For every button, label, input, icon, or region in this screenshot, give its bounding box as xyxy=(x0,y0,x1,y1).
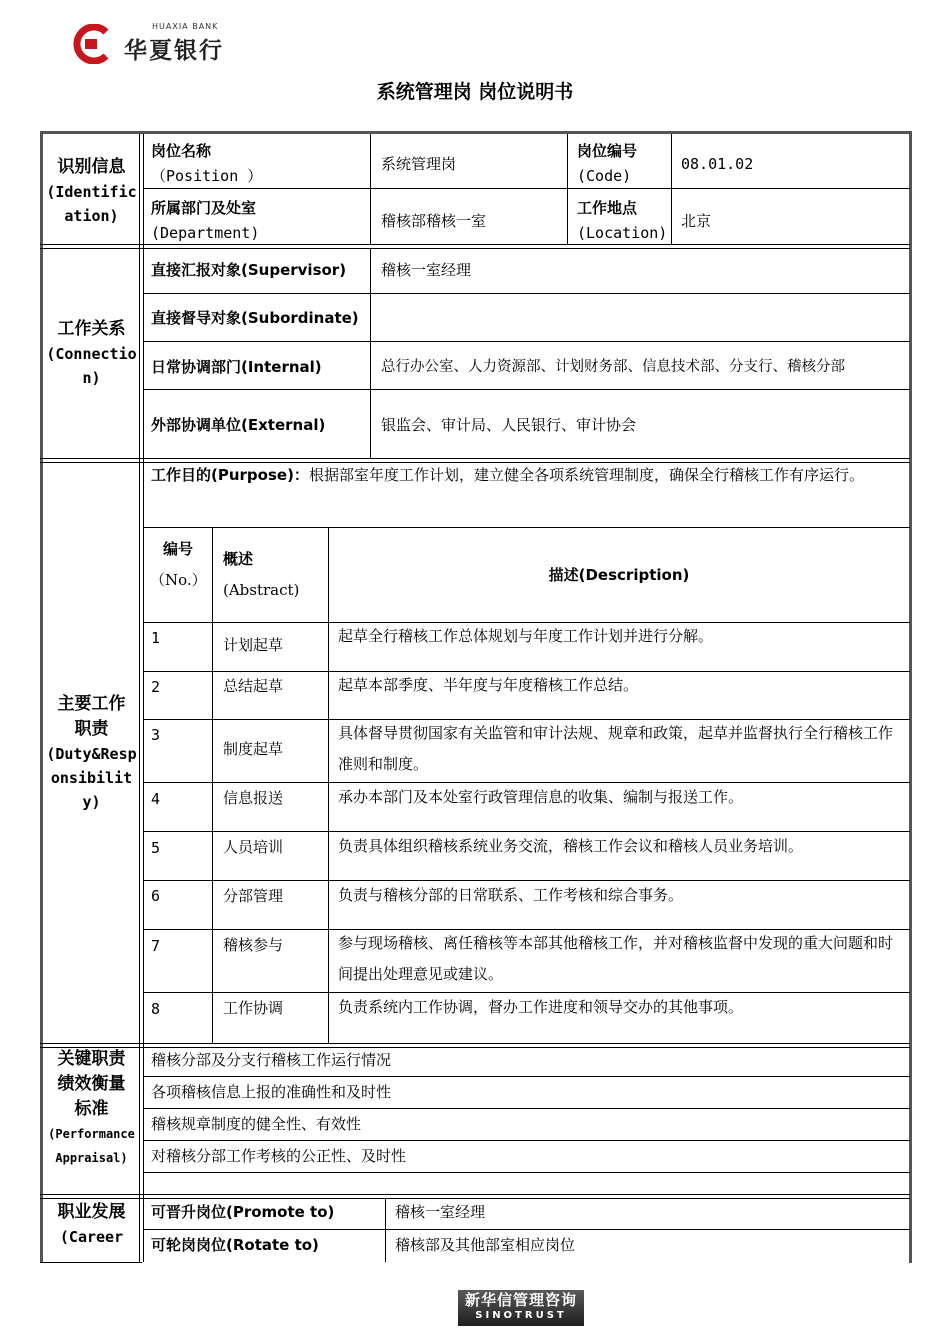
duty-desc: 负责系统内工作协调，督办工作进度和领导交办的其他事项。 xyxy=(338,998,744,1016)
external-label: 外部协调单位(External) xyxy=(151,416,326,434)
duty-no: 6 xyxy=(151,887,161,905)
sinotrust-logo-en: SINOTRUST xyxy=(475,1310,567,1321)
section-performance-cn: 关键职责绩效衡量标准 xyxy=(57,1049,126,1119)
code-label-en: (Code) xyxy=(577,167,632,185)
duty-abstract: 工作协调 xyxy=(223,999,284,1017)
position-label-cn: 岗位名称 xyxy=(151,142,212,160)
section-duty xyxy=(44,692,139,814)
col-desc: 描述(Description) xyxy=(548,566,690,584)
section-duty-cn: 主要工作职责 xyxy=(57,694,126,739)
section-identification-en: (Identification) xyxy=(46,183,137,225)
duty-abstract: 制度起草 xyxy=(223,740,284,758)
performance-item: 对稽核分部工作考核的公正性、及时性 xyxy=(151,1147,407,1165)
col-abstract-cn: 概述 xyxy=(223,550,254,568)
section-identification xyxy=(44,155,139,228)
duty-no: 5 xyxy=(151,839,161,857)
section-career-cn: 职业发展 xyxy=(57,1202,126,1222)
duty-no: 8 xyxy=(151,1000,161,1018)
section-performance xyxy=(44,1047,139,1170)
performance-item: 稽核规章制度的健全性、有效性 xyxy=(151,1115,362,1133)
purpose-label: 工作目的(Purpose)： xyxy=(151,466,309,484)
section-career-en: (Career xyxy=(59,1228,124,1246)
duty-desc: 参与现场稽核、离任稽核等本部其他稽核工作，并对稽核监督中发现的重大问题和时间提出处理意见或建议。 xyxy=(338,934,894,983)
purpose-text: 根据部室年度工作计划，建立健全各项系统管理制度，确保全行稽核工作有序运行。 xyxy=(308,466,864,484)
page-title: 系统管理岗 岗位说明书 xyxy=(376,81,574,103)
internal-label: 日常协调部门(Internal) xyxy=(151,358,322,376)
duty-no: 2 xyxy=(151,678,161,696)
subordinate-label: 直接督导对象(Subordinate) xyxy=(151,309,359,327)
supervisor-value: 稽核一室经理 xyxy=(381,261,472,279)
position-label-en: （Position ） xyxy=(151,167,263,185)
location-value: 北京 xyxy=(681,212,712,230)
duty-desc: 起草本部季度、半年度与年度稽核工作总结。 xyxy=(338,676,639,694)
external-value: 银监会、审计局、人民银行、审计协会 xyxy=(381,416,637,434)
purpose xyxy=(151,460,906,491)
duty-desc: 具体督导贯彻国家有关监管和审计法规、规章和政策，起草并监督执行全行稽核工作准则和制度。 xyxy=(338,724,894,773)
duty-abstract: 人员培训 xyxy=(223,838,284,856)
promote-value: 稽核一室经理 xyxy=(395,1203,486,1221)
duty-abstract: 计划起草 xyxy=(223,636,284,654)
bank-logo-cn: 华夏银行 xyxy=(124,38,224,64)
duty-desc: 负责与稽核分部的日常联系、工作考核和综合事务。 xyxy=(338,886,684,904)
duty-abstract: 稽核参与 xyxy=(223,936,284,954)
section-identification-cn: 识别信息 xyxy=(57,157,126,177)
sinotrust-logo xyxy=(458,1290,584,1326)
supervisor-label: 直接汇报对象(Supervisor) xyxy=(151,261,347,279)
col-no-header xyxy=(150,534,206,596)
duty-no: 3 xyxy=(151,726,161,744)
promote-label: 可晋升岗位(Promote to) xyxy=(151,1203,335,1221)
col-no-en: （No.） xyxy=(150,571,207,589)
col-no-cn: 编号 xyxy=(162,540,193,558)
section-duty-en: (Duty&Responsibility) xyxy=(46,745,137,811)
dept-value: 稽核部稽核一室 xyxy=(381,212,487,230)
duty-desc: 负责具体组织稽核系统业务交流，稽核工作会议和稽核人员业务培训。 xyxy=(338,837,804,855)
rotate-label: 可轮岗岗位(Rotate to) xyxy=(151,1236,319,1254)
dept-label-en: (Department) xyxy=(151,224,260,242)
duty-no: 4 xyxy=(151,790,161,808)
col-abstract-en: (Abstract) xyxy=(223,581,300,599)
section-performance-en: (Performance Appraisal) xyxy=(48,1127,135,1165)
location-label-en: (Location) xyxy=(577,224,668,242)
performance-item: 各项稽核信息上报的准确性和及时性 xyxy=(151,1083,392,1101)
section-career xyxy=(44,1200,139,1249)
bank-logo xyxy=(70,22,240,66)
duty-no: 1 xyxy=(151,629,161,647)
duty-desc: 起草全行稽核工作总体规划与年度工作计划并进行分解。 xyxy=(338,627,714,645)
code-label-cn: 岗位编号 xyxy=(577,142,638,160)
section-connection-cn: 工作关系 xyxy=(57,319,126,339)
performance-item: 稽核分部及分支行稽核工作运行情况 xyxy=(151,1051,392,1069)
code-value: 08.01.02 xyxy=(681,155,754,173)
bank-logo-en: HUAXIA BANK xyxy=(152,22,219,31)
duty-no: 7 xyxy=(151,937,161,955)
rotate-value: 稽核部及其他部室相应岗位 xyxy=(395,1236,576,1254)
dept-label-cn: 所属部门及处室 xyxy=(151,199,257,217)
bank-logo-icon xyxy=(70,24,112,64)
duty-abstract: 分部管理 xyxy=(223,887,284,905)
duty-abstract: 总结起草 xyxy=(223,677,284,695)
location-label-cn: 工作地点 xyxy=(577,199,638,217)
duty-desc: 承办本部门及本处室行政管理信息的收集、编制与报送工作。 xyxy=(338,788,744,806)
internal-value: 总行办公室、人力资源部、计划财务部、信息技术部、分支行、稽核分部 xyxy=(381,359,845,375)
section-connection-en: (Connection) xyxy=(46,345,137,387)
duty-abstract: 信息报送 xyxy=(223,789,284,807)
position-value: 系统管理岗 xyxy=(381,155,457,173)
section-connection xyxy=(44,317,139,390)
sinotrust-logo-cn: 新华信管理咨询 xyxy=(464,1291,577,1309)
